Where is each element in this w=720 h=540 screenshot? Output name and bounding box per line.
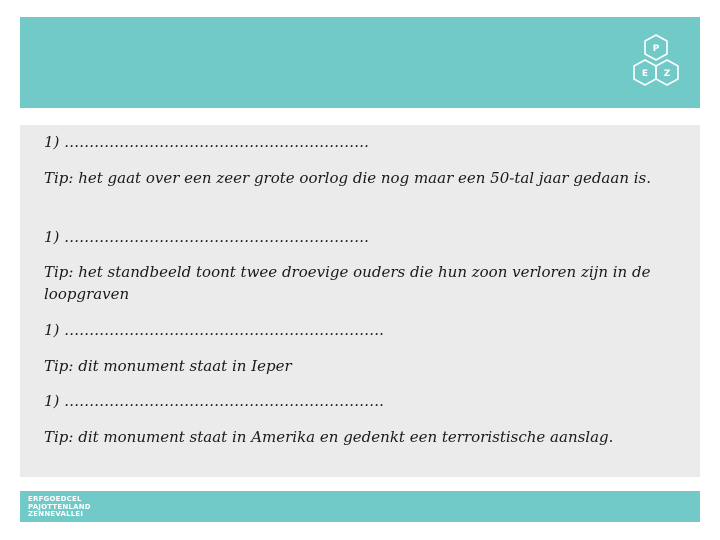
tip-4: Tip: dit monument staat in Amerika en gedenkt een terroristische aanslag. [44, 428, 614, 446]
tip-3: Tip: dit monument staat in Ieper [44, 357, 292, 375]
footer-brand-line-2: PAJOTTENLAND [28, 502, 91, 511]
logo-letter-e: E [641, 69, 649, 79]
answer-line-3: 1) ………………………………………………………. [44, 321, 384, 339]
logo-letter-z: Z [663, 69, 671, 79]
pez-hexagon-logo-icon [630, 34, 690, 92]
logo-letter-p: P [652, 44, 660, 54]
answer-line-1: 1) ……………………………………………………. [44, 133, 369, 151]
footer-brand-line-1: ERFGOEDCEL [28, 495, 82, 503]
answer-line-4: 1) ………………………………………………………. [44, 392, 384, 410]
header-band [20, 17, 700, 108]
tip-2: Tip: het standbeeld toont twee droevige ouders die hun zoon verloren zijn in de loopgraven [44, 263, 651, 303]
footer-band [20, 491, 700, 522]
footer-brand-logo [28, 496, 91, 519]
answer-line-2: 1) ……………………………………………………. [44, 228, 369, 246]
footer-brand-line-3: ZENNEVALLEI [28, 510, 84, 518]
tip-1: Tip: het gaat over een zeer grote oorlog die nog maar een 50-tal jaar gedaan is. [44, 169, 652, 187]
